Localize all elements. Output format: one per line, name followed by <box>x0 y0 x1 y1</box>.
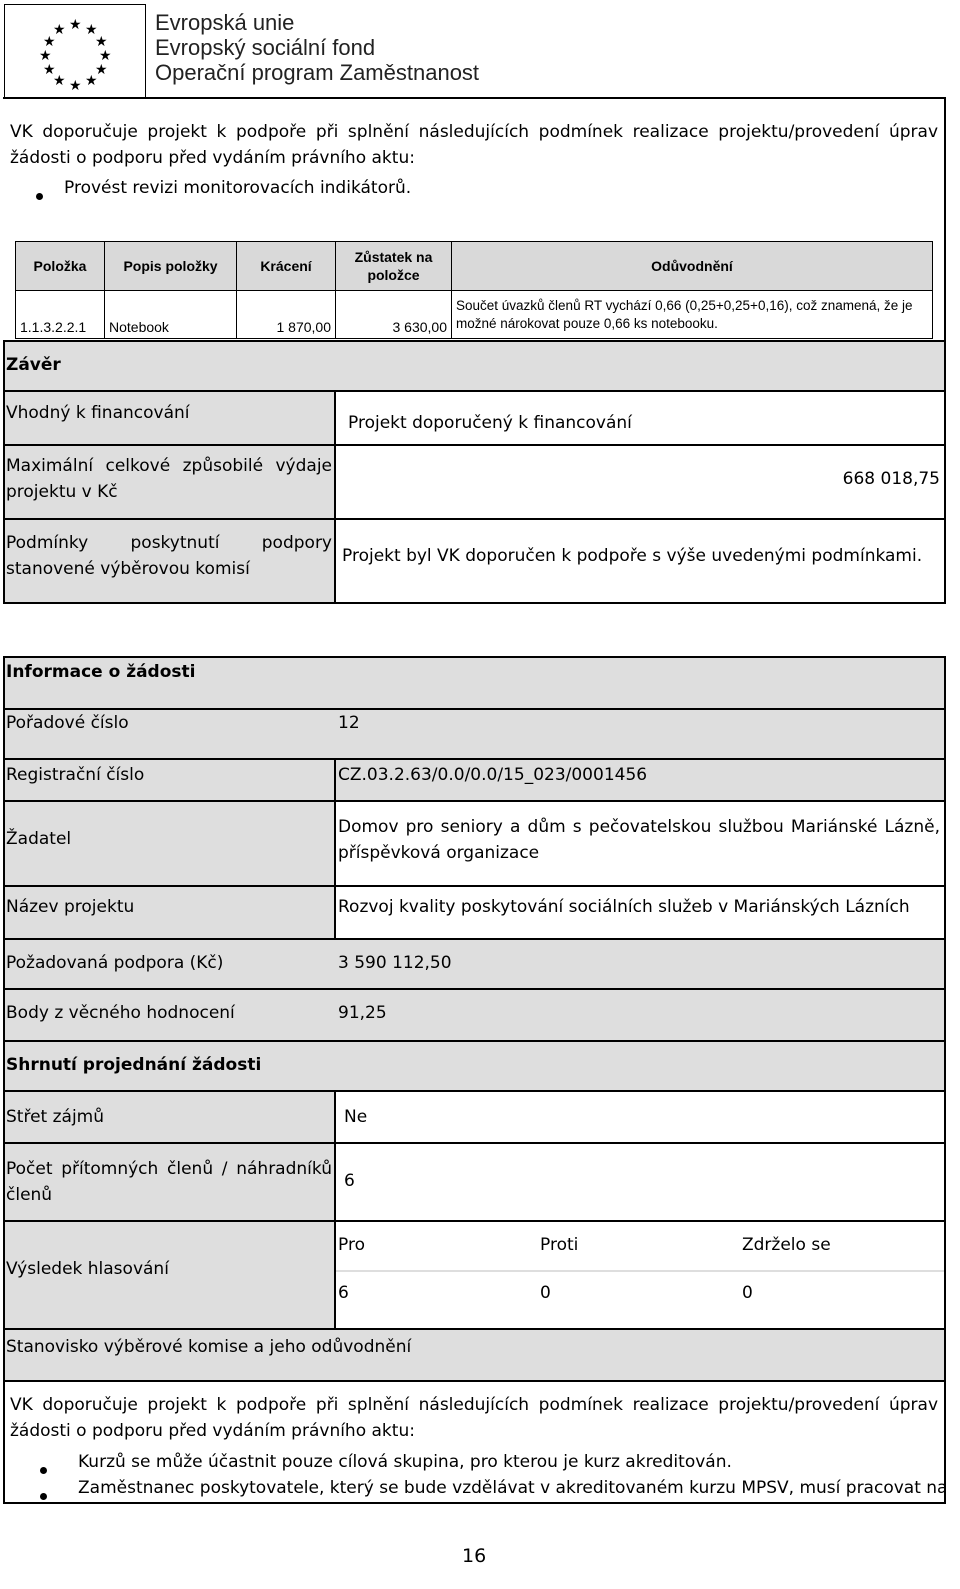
field-label: členů <box>6 1185 53 1205</box>
field-label: Vhodný k financování <box>6 403 190 423</box>
logo-line-1: Evropská unie <box>155 10 295 35</box>
field-value: Domov pro seniory a dům s pečovatelskou službou Mariánské Lázně, <box>338 817 940 837</box>
field-label: Pořadové číslo <box>6 713 129 733</box>
vote-header-pro: Pro <box>338 1235 365 1255</box>
field-value: 6 <box>344 1171 355 1191</box>
logo-line-3: Operační program Zaměstnanost <box>155 60 480 85</box>
header-cell: Krácení <box>237 242 336 291</box>
divider <box>3 97 946 99</box>
section-title: Shrnutí projednání žádosti <box>6 1055 262 1075</box>
header-cell: Odůvodnění <box>452 242 933 291</box>
field-value: Projekt doporučený k financování <box>348 413 632 433</box>
svg-text:★: ★ <box>95 34 108 50</box>
svg-text:★: ★ <box>43 34 56 50</box>
svg-text:★: ★ <box>99 48 112 64</box>
field-value: Ne <box>344 1107 368 1127</box>
budget-table <box>15 241 933 339</box>
field-label: Požadovaná podpora (Kč) <box>6 953 224 973</box>
field-value: 3 590 112,50 <box>338 953 452 973</box>
logo-line-2: Evropský sociální fond <box>155 35 376 60</box>
field-value: Projekt byl VK doporučen k podpoře s výše uvedenými podmínkami. <box>342 546 923 566</box>
svg-text:★: ★ <box>69 17 82 33</box>
vote-value-abstain: 0 <box>742 1283 753 1303</box>
eu-stars-icon <box>5 5 145 97</box>
eu-program-title <box>155 10 479 85</box>
field-value: 668 018,75 <box>842 469 940 489</box>
recommendation-line-2: žádosti o podporu před vydáním právního aktu: <box>10 148 415 168</box>
table-cell: Součet úvazků členů RT vychází 0,66 (0,25+0,25+0,16), což znamená, že je možné nárokovat pouze 0,66 ks notebooku. <box>452 291 933 339</box>
vote-header-proti: Proti <box>540 1235 579 1255</box>
field-label: Název projektu <box>6 897 135 917</box>
section-title: Závěr <box>6 355 61 375</box>
table-cell: Notebook <box>105 291 237 339</box>
bullet-icon <box>40 1485 47 1504</box>
bullet-text: Provést revizi monitorovacích indikátorů. <box>64 178 412 198</box>
svg-text:★: ★ <box>53 22 66 38</box>
table-cell: 1 870,00 <box>237 291 336 339</box>
table-header-row <box>16 242 933 291</box>
svg-text:★: ★ <box>43 62 56 78</box>
eu-flag-logo <box>4 4 146 98</box>
page-number: 16 <box>462 1545 487 1567</box>
statement-line-1: VK doporučuje projekt k podpoře při splnění následujících podmínek realizace projektu/provedení úprav <box>10 1395 938 1415</box>
svg-text:★: ★ <box>69 78 82 94</box>
field-label: Výsledek hlasování <box>6 1259 169 1279</box>
svg-text:★: ★ <box>85 73 98 89</box>
section-title: Informace o žádosti <box>6 662 196 682</box>
svg-text:★: ★ <box>53 73 66 89</box>
vote-value-proti: 0 <box>540 1283 551 1303</box>
svg-text:★: ★ <box>95 62 108 78</box>
divider <box>944 97 946 340</box>
table-cell: 1.1.3.2.2.1 <box>16 291 105 339</box>
vote-header-abstain: Zdrželo se <box>742 1235 831 1255</box>
header-cell: Popis položky <box>105 242 237 291</box>
field-label: Body z věcného hodnocení <box>6 1003 235 1023</box>
field-label: Žadatel <box>6 829 72 849</box>
bullet-text: Zaměstnanec poskytovatele, který se bude vzdělávat v akreditovaném kurzu MPSV, musí pracovat na <box>78 1478 948 1498</box>
field-label: projektu v Kč <box>6 482 118 502</box>
field-value: Rozvoj kvality poskytování sociálních služeb v Mariánských Lázních <box>338 897 910 917</box>
svg-text:★: ★ <box>39 48 52 64</box>
field-label: Registrační číslo <box>6 765 145 785</box>
statement-line-2: žádosti o podporu před vydáním právního aktu: <box>10 1421 415 1441</box>
field-label: Podmínky poskytnutí podpory <box>6 533 332 553</box>
field-label: Maximální celkové způsobilé výdaje <box>6 456 332 476</box>
table-row <box>16 291 933 339</box>
header-cell: Položka <box>16 242 105 291</box>
field-value: 12 <box>338 713 360 733</box>
vote-value-pro: 6 <box>338 1283 349 1303</box>
field-label: stanovené výběrovou komisí <box>6 559 250 579</box>
bullet-icon <box>40 1459 47 1478</box>
field-label: Počet přítomných členů / náhradníků <box>6 1159 332 1179</box>
table-cell: 3 630,00 <box>336 291 452 339</box>
field-value: CZ.03.2.63/0.0/0.0/15_023/0001456 <box>338 765 648 785</box>
header-cell: Zůstatek na položce <box>336 242 452 291</box>
field-value: 91,25 <box>338 1003 387 1023</box>
field-label: Střet zájmů <box>6 1107 104 1127</box>
recommendation-line-1: VK doporučuje projekt k podpoře při splnění následujících podmínek realizace projektu/provedení úprav <box>10 122 938 142</box>
bullet-text: Kurzů se může účastnit pouze cílová skupina, pro kterou je kurz akreditován. <box>78 1452 732 1472</box>
svg-text:★: ★ <box>85 22 98 38</box>
field-value: příspěvková organizace <box>338 843 540 863</box>
bullet-icon <box>36 185 43 204</box>
field-label: Stanovisko výběrové komise a jeho odůvodnění <box>6 1337 412 1357</box>
